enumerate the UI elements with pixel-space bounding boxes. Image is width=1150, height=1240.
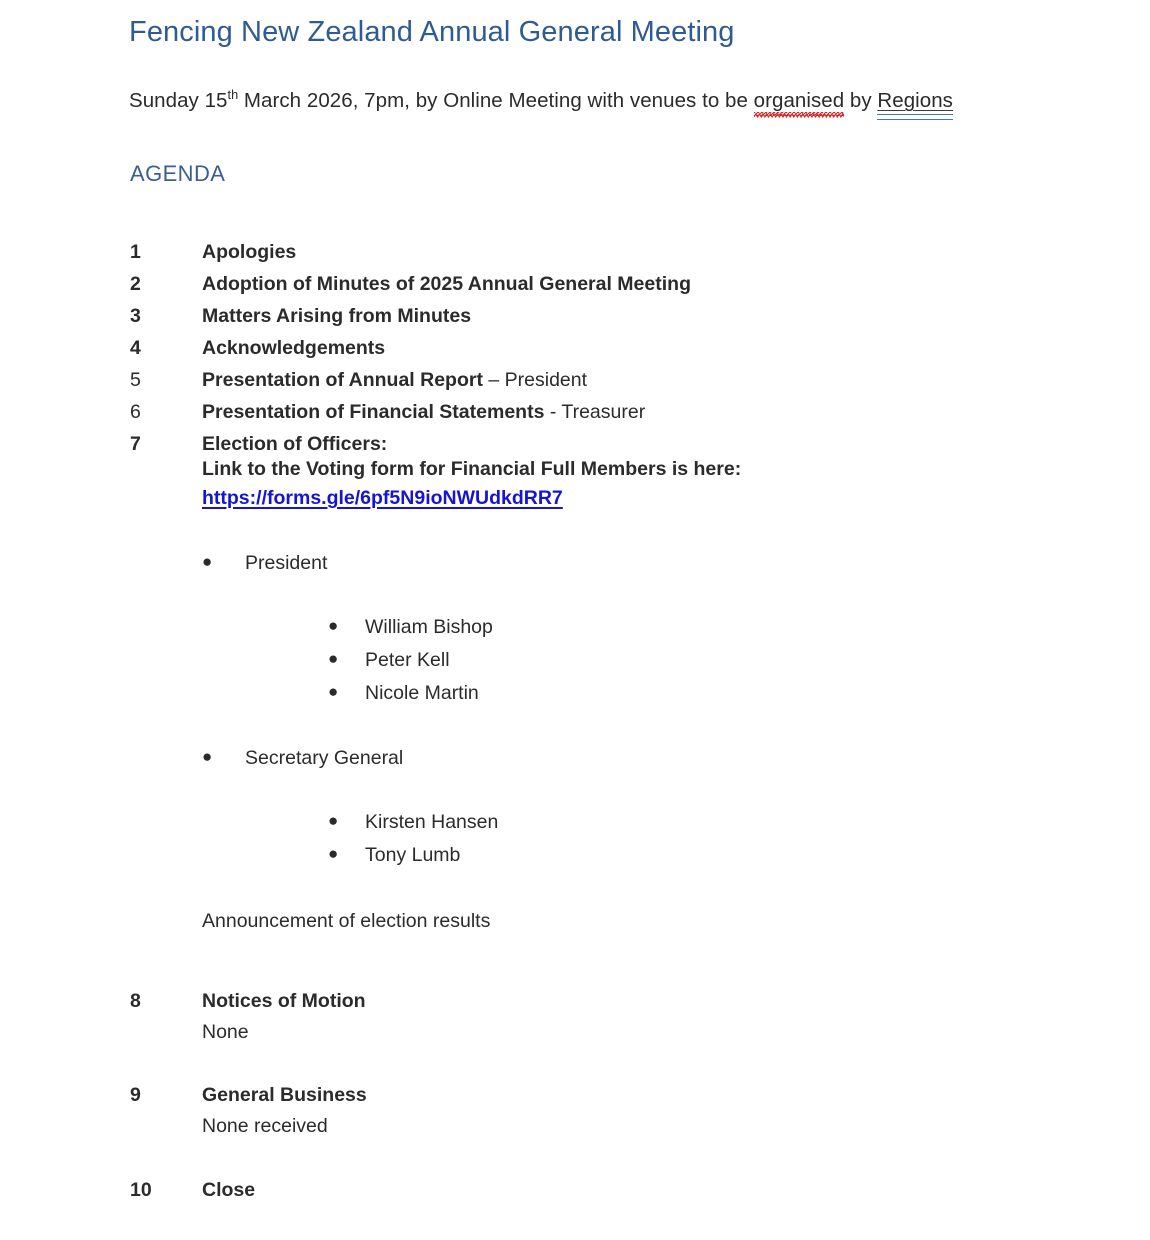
voting-link-label: Link to the Voting form for Financial Full Members is here: (202, 458, 742, 480)
agenda-item-number: 1 (130, 241, 141, 263)
agenda-item-text (202, 300, 471, 332)
agenda-item-body: None (202, 1021, 249, 1043)
voting-form-link[interactable]: https://forms.gle/6pf5N9ioNWUdkdRR7 (202, 487, 563, 509)
bullet-dot-icon: ● (328, 844, 339, 863)
agenda-item-number: 3 (130, 305, 141, 327)
agenda-item-title: Election of Officers: (202, 433, 388, 455)
agenda-list (0, 236, 1150, 460)
agenda-item-3 (0, 300, 1150, 332)
position-label: Secretary General (245, 747, 404, 769)
spellcheck-word-text: organised (753, 89, 845, 112)
bullet-dot-icon: ● (202, 552, 213, 571)
agenda-item-title: Presentation of Annual Report (202, 369, 483, 391)
agenda-item-text (202, 268, 691, 300)
agenda-item-text (202, 396, 645, 428)
agenda-item-number: 5 (130, 369, 141, 391)
candidate-name: William Bishop (365, 616, 493, 638)
agenda-item-title: Acknowledgements (202, 337, 386, 359)
agenda-item-title: Matters Arising from Minutes (202, 305, 472, 327)
agenda-item-6 (0, 396, 1150, 428)
candidate-name: Tony Lumb (365, 844, 461, 866)
bullet-dot-icon: ● (328, 649, 339, 668)
agenda-item-number: 8 (130, 990, 141, 1012)
agenda-item-text (202, 364, 587, 396)
agenda-item-number: 6 (130, 401, 141, 423)
agenda-item-title: Adoption of Minutes of 2025 Annual General Meeting (202, 273, 691, 295)
agenda-item-subtitle: - Treasurer (544, 401, 646, 423)
red-squiggle-icon (754, 113, 845, 118)
agenda-item-number: 9 (130, 1084, 141, 1106)
position-label: President (245, 552, 328, 574)
agenda-item-title: Apologies (202, 241, 297, 263)
election-results-note: Announcement of election results (202, 910, 491, 932)
agenda-item-text (202, 428, 387, 460)
bullet-dot-icon: ● (202, 747, 213, 766)
agenda-item-title: Notices of Motion (202, 990, 366, 1012)
agenda-item-text (202, 236, 296, 268)
candidate-name: Peter Kell (365, 649, 450, 671)
agenda-item-2 (0, 268, 1150, 300)
agenda-item-body: None received (202, 1115, 328, 1137)
agenda-item-title: Presentation of Financial Statements (202, 401, 545, 423)
agenda-item-1 (0, 236, 1150, 268)
agenda-item-number: 10 (130, 1179, 152, 1201)
candidate-name: Kirsten Hansen (365, 811, 499, 833)
meeting-details-middle: March 2026, 7pm, by Online Meeting with venues to be (238, 89, 754, 112)
page-title: Fencing New Zealand Annual General Meeting (129, 16, 735, 48)
agenda-item-text (202, 332, 385, 364)
agenda-item-7 (0, 428, 1150, 460)
bullet-dot-icon: ● (328, 682, 339, 701)
candidate-name: Nicole Martin (365, 682, 479, 704)
meeting-date-prefix: Sunday 15 (129, 89, 228, 112)
meeting-details-line (129, 89, 953, 113)
ordinal-suffix: th (227, 87, 239, 103)
bullet-dot-icon: ● (328, 616, 339, 635)
agenda-item-number: 4 (130, 337, 141, 359)
agenda-item-4 (0, 332, 1150, 364)
agenda-item-5 (0, 364, 1150, 396)
bullet-dot-icon: ● (328, 811, 339, 830)
agenda-heading: AGENDA (130, 161, 226, 186)
agenda-item-subtitle: – President (482, 369, 588, 391)
spellcheck-misspelled-word (754, 89, 845, 113)
agenda-item-title: Close (202, 1179, 256, 1201)
agenda-item-number: 7 (130, 433, 141, 455)
agenda-item-title: General Business (202, 1084, 367, 1106)
meeting-details-connector: by (844, 89, 878, 112)
agenda-item-number: 2 (130, 273, 141, 295)
grammar-flagged-word: Regions (877, 89, 953, 112)
